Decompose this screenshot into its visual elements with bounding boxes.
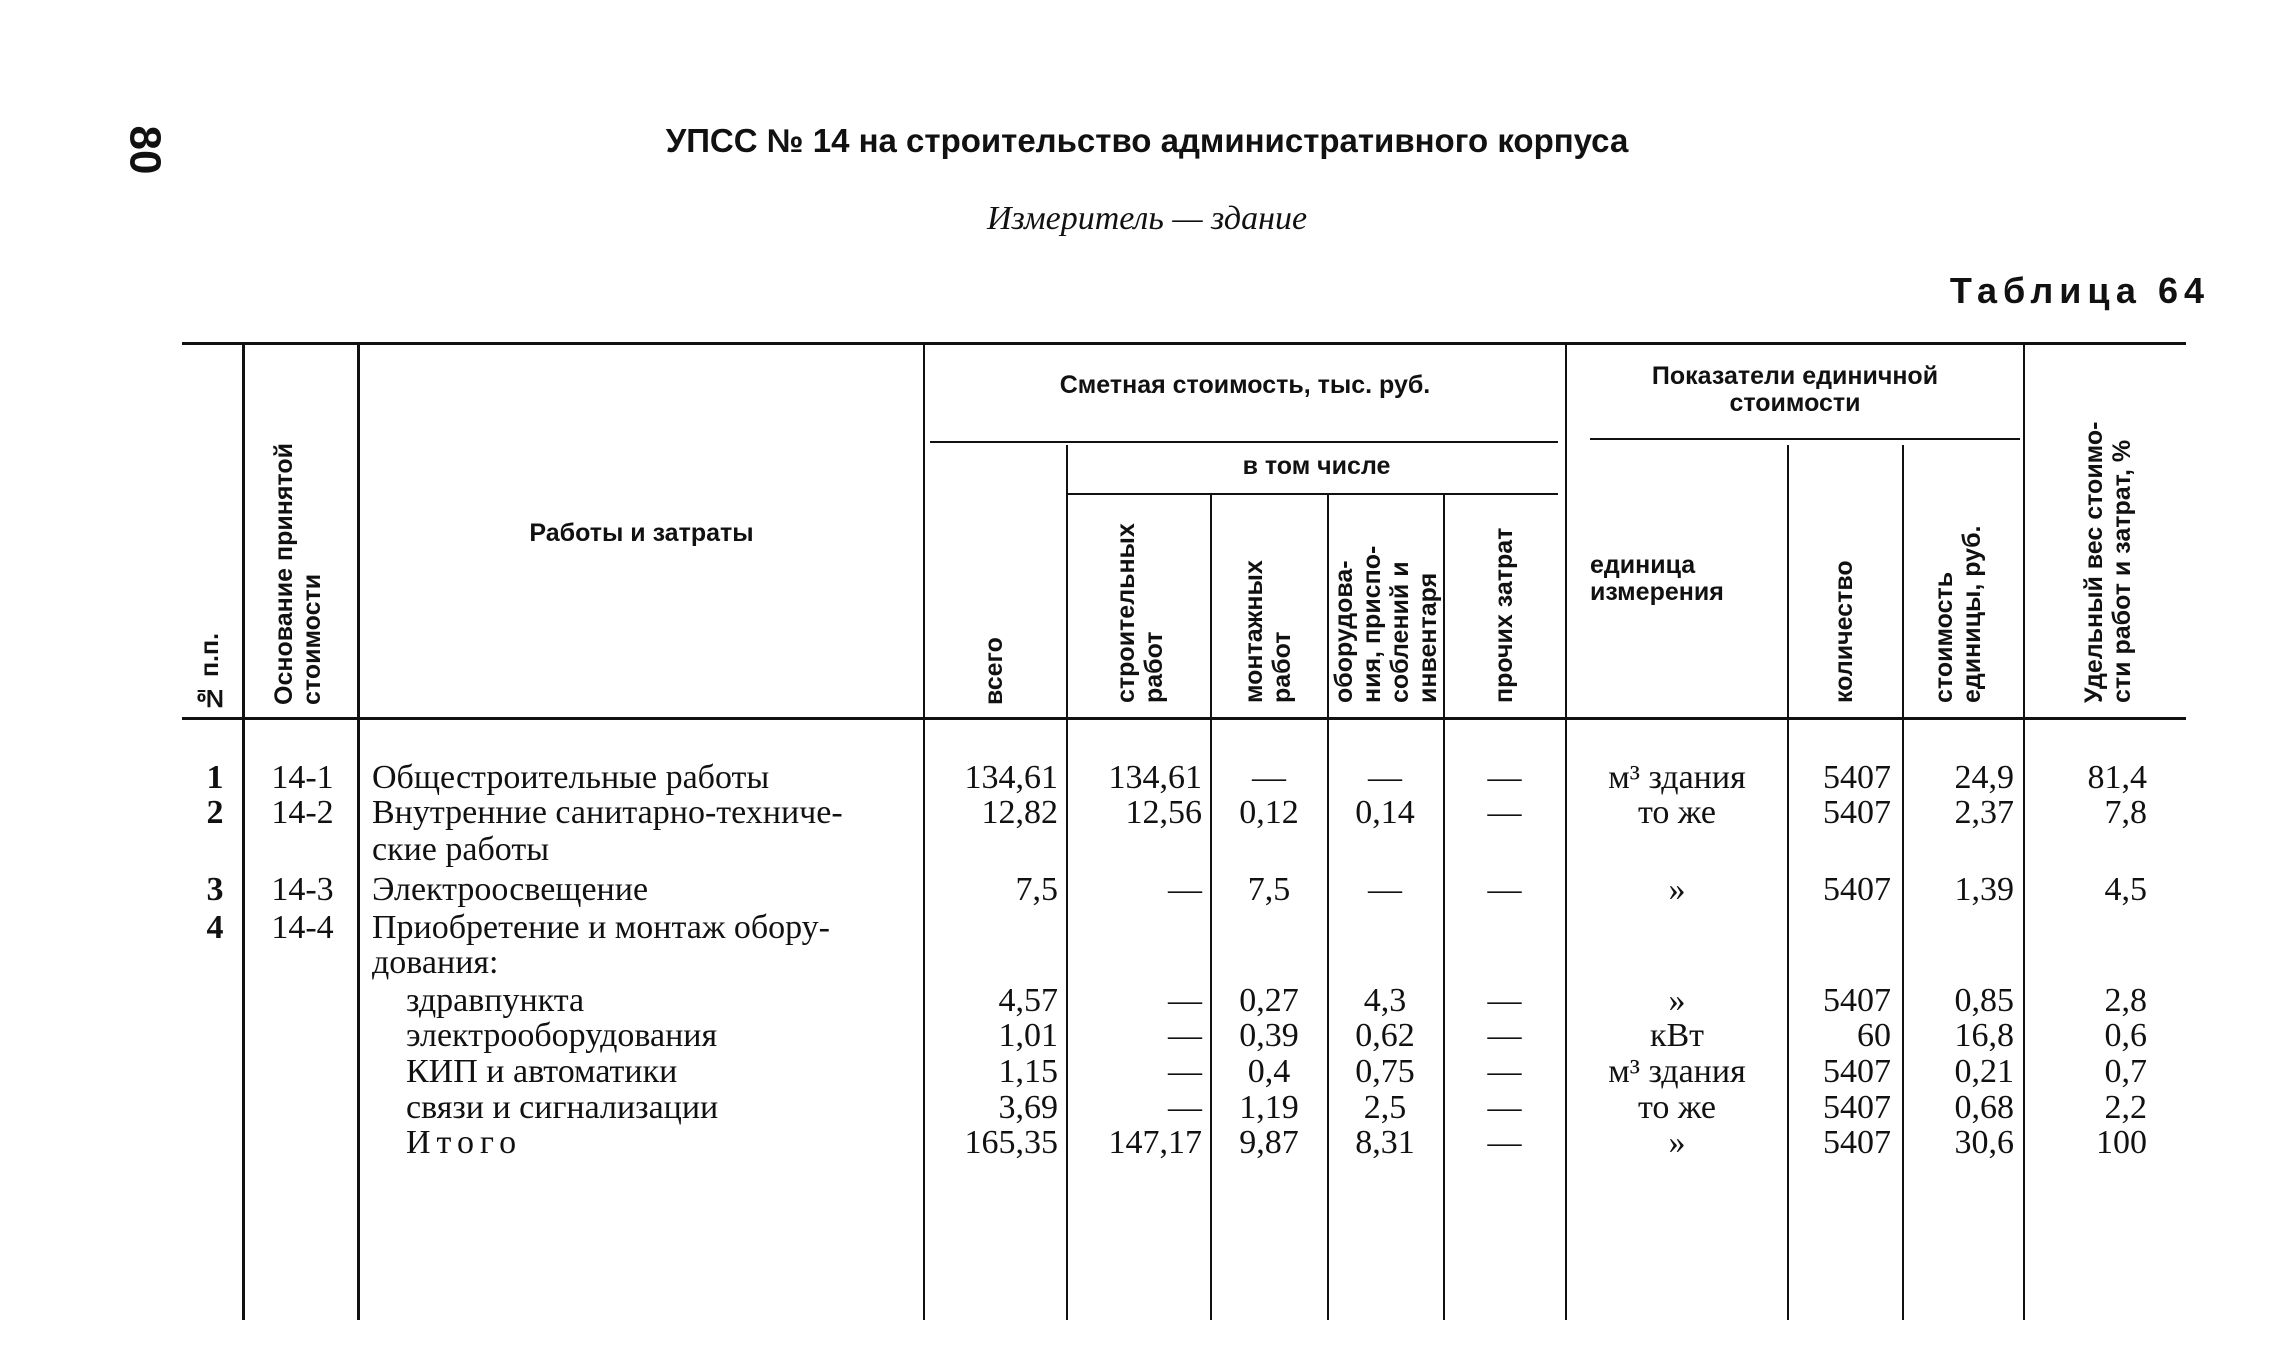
cell-basis: 14-1 bbox=[271, 759, 334, 796]
cell-other: — bbox=[1487, 759, 1522, 796]
col-rule bbox=[1902, 445, 1904, 1320]
col-rule bbox=[1565, 345, 1567, 1320]
header-equipment: оборудова- ния, приспо- соблений и инвентаря bbox=[1330, 545, 1442, 703]
col-rule bbox=[923, 345, 925, 1320]
header-installation: монтажных работ bbox=[1240, 560, 1296, 703]
cell-other: — bbox=[1487, 871, 1522, 908]
cell-total: 7,5 bbox=[1015, 871, 1058, 908]
cell-share: 7,8 bbox=[2104, 794, 2147, 831]
including-group-rule bbox=[1068, 493, 1558, 495]
col-rule bbox=[1327, 495, 1329, 1320]
cell-install: 0,39 bbox=[1239, 1017, 1299, 1054]
cell-total: 4,57 bbox=[998, 982, 1058, 1019]
cell-install: 0,27 bbox=[1239, 982, 1299, 1019]
cell-equip: 8,31 bbox=[1355, 1124, 1415, 1161]
cell-name: электрооборудования bbox=[406, 1017, 718, 1054]
header-quantity: количество bbox=[1830, 560, 1858, 703]
cell-qty: 5407 bbox=[1823, 982, 1891, 1019]
cell-unit: м³ здания bbox=[1608, 759, 1746, 796]
cell-name: Внутренние санитарно-техниче- bbox=[372, 794, 843, 831]
header-basis: Основание принятой стоимости bbox=[270, 443, 326, 705]
col-rule bbox=[2023, 345, 2025, 1320]
cell-ucost: 24,9 bbox=[1954, 759, 2014, 796]
table-label: Таблица 64 bbox=[1949, 270, 2210, 311]
cell-total: 3,69 bbox=[998, 1089, 1058, 1126]
cell-name: связи и сигнализации bbox=[406, 1089, 719, 1126]
cell-share: 2,2 bbox=[2104, 1089, 2147, 1126]
header-share: Удельный вес стоимо- сти работ и затрат, % bbox=[2080, 421, 2136, 703]
cell-ucost: 0,85 bbox=[1954, 982, 2014, 1019]
cell-install: 7,5 bbox=[1247, 871, 1291, 908]
cell-constr: — bbox=[1168, 1017, 1202, 1054]
col-rule bbox=[357, 345, 360, 1320]
cell-constr: — bbox=[1168, 982, 1202, 1019]
cell-install: 9,87 bbox=[1239, 1124, 1299, 1161]
cell-basis: 14-2 bbox=[271, 794, 334, 831]
indicators-group-rule bbox=[1590, 438, 2020, 440]
header-num: № п.п. bbox=[196, 632, 224, 712]
cell-name: Приобретение и монтаж обору- bbox=[372, 909, 831, 946]
cell-equip: — bbox=[1368, 871, 1402, 908]
page-number: 80 bbox=[120, 125, 170, 175]
header-total: всего bbox=[980, 637, 1008, 705]
cell-qty: 5407 bbox=[1823, 1089, 1891, 1126]
cell-equip: 4,3 bbox=[1363, 982, 1407, 1019]
cell-share: 0,6 bbox=[2104, 1017, 2147, 1054]
header-unit: единица измерения bbox=[1590, 551, 1724, 606]
cell-constr: — bbox=[1168, 1089, 1202, 1126]
cell-unit: » bbox=[1668, 982, 1686, 1019]
cell-share: 100 bbox=[2096, 1124, 2147, 1161]
cell-other: — bbox=[1487, 1053, 1522, 1090]
header-other: прочих затрат bbox=[1490, 527, 1518, 703]
table-top-rule bbox=[182, 342, 2186, 345]
cell-ucost: 0,21 bbox=[1954, 1053, 2014, 1090]
cell-equip: 0,75 bbox=[1355, 1053, 1415, 1090]
cell-basis: 14-3 bbox=[271, 871, 334, 908]
header-bottom-rule bbox=[182, 717, 2186, 720]
col-rule bbox=[1210, 495, 1212, 1320]
cell-name: здравпункта bbox=[406, 982, 585, 1019]
cell-other: — bbox=[1487, 794, 1522, 831]
cell-num: 1 bbox=[206, 759, 224, 796]
cell-name: КИП и автоматики bbox=[406, 1053, 678, 1090]
cell-constr: 12,56 bbox=[1125, 794, 1202, 831]
cell-other: — bbox=[1487, 1124, 1522, 1161]
cell-constr: — bbox=[1168, 871, 1202, 908]
header-including: в том числе bbox=[1242, 452, 1391, 480]
cell-ucost: 1,39 bbox=[1954, 871, 2014, 908]
cell-unit: то же bbox=[1637, 1089, 1717, 1126]
cell-install: 1,19 bbox=[1239, 1089, 1299, 1126]
cell-ucost: 30,6 bbox=[1954, 1124, 2014, 1161]
measure-subtitle: Измеритель — здание bbox=[986, 200, 1308, 237]
cell-num: 4 bbox=[206, 909, 224, 946]
cell-num: 2 bbox=[206, 794, 224, 831]
header-construction: строительных работ bbox=[1112, 523, 1168, 703]
cell-qty: 5407 bbox=[1823, 759, 1891, 796]
cell-num: 3 bbox=[206, 871, 224, 908]
cell-unit: » bbox=[1668, 1124, 1686, 1161]
header-unit-indicators: Показатели единичной стоимости bbox=[1651, 362, 1939, 417]
cell-qty: 5407 bbox=[1823, 1124, 1891, 1161]
cell-equip: 0,14 bbox=[1355, 794, 1415, 831]
cell-unit: кВт bbox=[1649, 1017, 1705, 1054]
cell-other: — bbox=[1487, 1089, 1522, 1126]
cell-install: 0,12 bbox=[1239, 794, 1299, 831]
cell-equip: 0,62 bbox=[1355, 1017, 1415, 1054]
cell-unit: м³ здания bbox=[1608, 1053, 1746, 1090]
cell-install: 0,4 bbox=[1247, 1053, 1291, 1090]
col-rule bbox=[1066, 445, 1068, 1320]
cell-basis: 14-4 bbox=[271, 909, 334, 946]
cell-constr: 134,61 bbox=[1108, 759, 1202, 796]
cell-ucost: 0,68 bbox=[1954, 1089, 2014, 1126]
cell-ucost: 2,37 bbox=[1954, 794, 2014, 831]
cell-qty: 60 bbox=[1857, 1017, 1891, 1054]
header-estimated-cost: Сметная стоимость, тыс. руб. bbox=[1059, 371, 1431, 399]
col-rule bbox=[1443, 495, 1445, 1320]
header-works: Работы и затраты bbox=[529, 519, 754, 547]
cell-other: — bbox=[1487, 1017, 1522, 1054]
col-rule bbox=[1787, 445, 1789, 1320]
cell-share: 4,5 bbox=[2104, 871, 2147, 908]
cell-unit: » bbox=[1668, 871, 1686, 908]
cell-ucost: 16,8 bbox=[1954, 1017, 2014, 1054]
cell-share: 2,8 bbox=[2104, 982, 2147, 1019]
cell-qty: 5407 bbox=[1823, 1053, 1891, 1090]
cell-name: дования: bbox=[372, 944, 499, 981]
cell-constr: — bbox=[1168, 1053, 1202, 1090]
cost-group-rule bbox=[930, 441, 1558, 443]
cell-total: 165,35 bbox=[964, 1124, 1058, 1161]
cell-install: — bbox=[1252, 759, 1286, 796]
document-title: УПСС № 14 на строительство административного корпуса bbox=[665, 122, 1629, 159]
cell-unit: то же bbox=[1637, 794, 1717, 831]
cell-qty: 5407 bbox=[1823, 794, 1891, 831]
cell-constr: 147,17 bbox=[1108, 1124, 1202, 1161]
cell-equip: 2,5 bbox=[1363, 1089, 1407, 1126]
cell-total: 1,15 bbox=[998, 1053, 1058, 1090]
header-unit-cost: стоимость единицы, руб. bbox=[1930, 525, 1986, 703]
cell-name: Общестроительные работы bbox=[372, 759, 770, 796]
cell-name: Итого bbox=[406, 1124, 523, 1161]
cell-other: — bbox=[1487, 982, 1522, 1019]
cell-name: ские работы bbox=[372, 831, 550, 868]
cell-total: 134,61 bbox=[964, 759, 1058, 796]
cell-total: 1,01 bbox=[998, 1017, 1058, 1054]
cell-equip: — bbox=[1368, 759, 1402, 796]
cell-share: 0,7 bbox=[2104, 1053, 2147, 1090]
cell-share: 81,4 bbox=[2087, 759, 2147, 796]
cell-name: Электроосвещение bbox=[372, 871, 649, 908]
cell-qty: 5407 bbox=[1823, 871, 1891, 908]
col-rule bbox=[242, 345, 245, 1320]
cell-total: 12,82 bbox=[981, 794, 1058, 831]
